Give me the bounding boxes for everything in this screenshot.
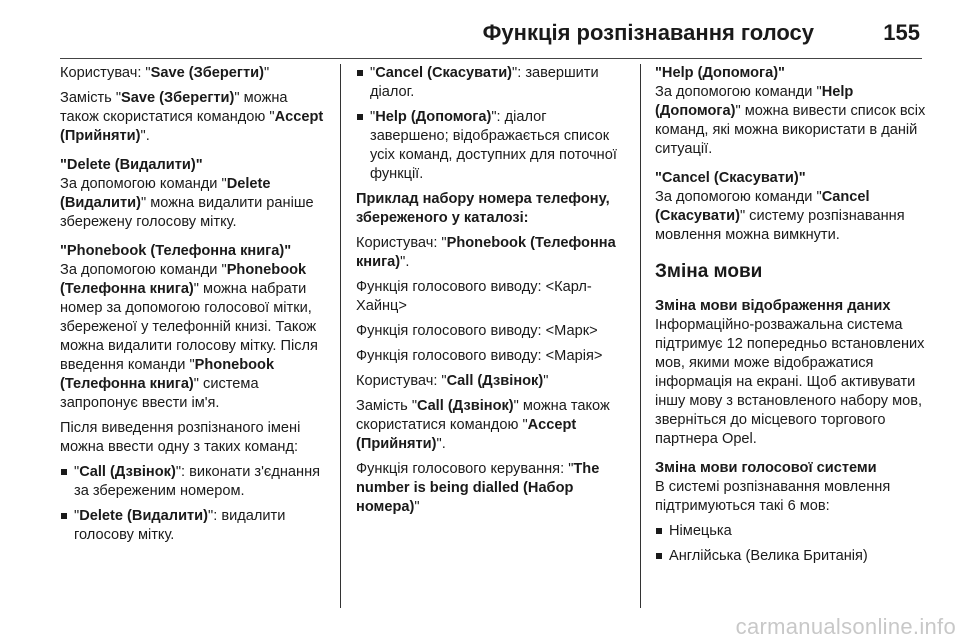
- command-list-continued: [356, 64, 626, 184]
- delete-description: За допомогою команди "Delete (Видалити)" можна видалити раніше збережену голосову мітку.: [60, 176, 314, 230]
- voice-output-3: Функція голосового виводу: <Марія>: [356, 348, 603, 364]
- cancel-heading: "Cancel (Скасувати)": [655, 170, 806, 186]
- column-divider-1: [340, 64, 341, 608]
- after-name-text: Після виведення розпізнаного імені можна ввести одну з таких команд:: [60, 420, 301, 455]
- list-item: "Cancel (Скасувати)": завершити діалог.: [356, 64, 626, 102]
- phonebook-heading: "Phonebook (Телефонна книга)": [60, 243, 292, 259]
- user-phonebook-line: Користувач: "Phonebook (Телефонна книга)".: [356, 235, 616, 270]
- bullet-icon: [656, 553, 662, 559]
- page-header: [60, 14, 922, 54]
- voice-output-1: Функція голосового виводу: <Карл-Хайнц>: [356, 279, 592, 314]
- column-divider-2: [640, 64, 641, 608]
- voice-language-description: В системі розпізнавання мовлення підтримуються такі 6 мов:: [655, 479, 891, 514]
- help-description: За допомогою команди "Help (Допомога)" можна вивести список всіх команд, які можна використати в даній ситуації.: [655, 84, 926, 157]
- list-item: Німецька: [655, 522, 927, 541]
- page-title: Функція розпізнавання голосу: [482, 20, 814, 45]
- list-item: Англійська (Велика Британія): [655, 547, 927, 566]
- voice-control-line: Функція голосового керування: "The number is being dialled (Набор номера)": [356, 461, 600, 515]
- display-language-heading: Зміна мови відображення даних: [655, 298, 891, 314]
- user-save-line: Користувач: "Save (Зберегти)": [60, 65, 270, 81]
- help-heading: "Help (Допомога)": [655, 65, 785, 81]
- list-item: "Help (Допомога)": діалог завершено; відображається список усіх команд, доступних для поточної функції.: [356, 108, 626, 184]
- call-alternative: Замість "Call (Дзвінок)" можна також скористатися командою "Accept (Прийняти)".: [356, 398, 610, 452]
- bullet-icon: [656, 528, 662, 534]
- language-change-heading: Зміна мови: [655, 261, 763, 282]
- example-heading: Приклад набору номера телефону, збереженого у каталозі:: [356, 191, 610, 226]
- column-1: [60, 64, 326, 551]
- bullet-icon: [61, 469, 67, 475]
- command-list: [60, 463, 326, 545]
- bullet-icon: [61, 513, 67, 519]
- column-3: [655, 64, 927, 572]
- language-list: [655, 522, 927, 566]
- page-number: 155: [883, 20, 920, 45]
- voice-language-heading: Зміна мови голосової системи: [655, 460, 877, 476]
- user-call-line: Користувач: "Call (Дзвінок)": [356, 373, 549, 389]
- watermark: carmanualsonline.info: [735, 614, 956, 639]
- header-rule: [60, 58, 922, 59]
- bullet-icon: [357, 114, 363, 120]
- cancel-description: За допомогою команди "Cancel (Скасувати)" систему розпізнавання мовлення можна вимкнути.: [655, 189, 905, 243]
- phonebook-description: За допомогою команди "Phonebook (Телефонна книга)" можна набрати номер за допомогою голосової мітки, збереженої у телефонній книзі. Також можна видалити голосову мітку. Після введення команди "Phonebook (Телефонна книга)" система запропонує ввести ім'я.: [60, 262, 318, 411]
- save-alternative: Замість "Save (Зберегти)" можна також скористатися командою "Accept (Прийняти)".: [60, 90, 324, 144]
- delete-heading: "Delete (Видалити)": [60, 157, 203, 173]
- bullet-icon: [357, 70, 363, 76]
- list-item: "Delete (Видалити)": видалити голосову мітку.: [60, 507, 326, 545]
- voice-output-2: Функція голосового виводу: <Марк>: [356, 323, 598, 339]
- column-2: [356, 64, 626, 523]
- display-language-description: Інформаційно-розважальна система підтримує 12 попередньо встановлених мов, якими може відображатися інформація на екрані. Щоб активувати іншу мову з встановленого набору мов, зверніться до місцевого торгового партнера Opel.: [655, 317, 925, 447]
- list-item: "Call (Дзвінок)": виконати з'єднання за збереженим номером.: [60, 463, 326, 501]
